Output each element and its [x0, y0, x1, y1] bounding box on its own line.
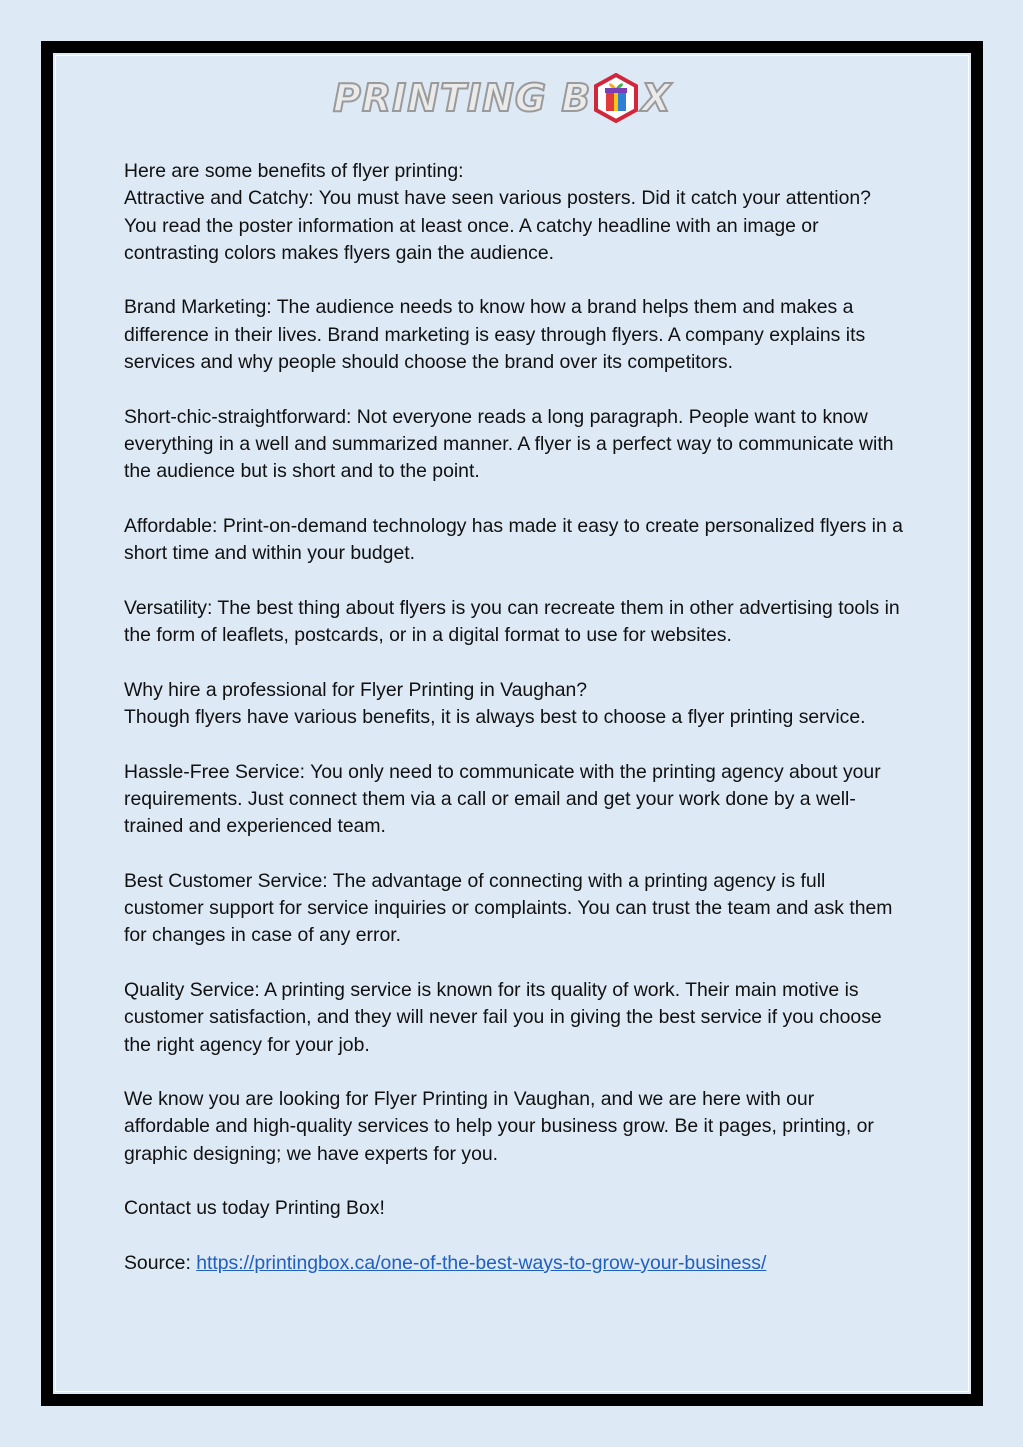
paragraph-attractive: Attractive and Catchy: You must have seen various posters. Did it catch your attention? You read the poster information at least once. A catchy headline with an image or contrasting colors makes flyers gain the audience.	[124, 187, 871, 264]
logo-text-left: PRINTING B	[333, 76, 592, 120]
paragraph-affordable: Affordable: Print-on-demand technology has made it easy to create personalized flyers in a short time and within your budget.	[124, 514, 903, 565]
source-link[interactable]: https://printingbox.ca/one-of-the-best-ways-to-grow-your-business/	[196, 1251, 767, 1274]
paragraph-though-flyers: Though flyers have various benefits, it is always best to choose a flyer printing service.	[124, 705, 866, 728]
paragraph-brand-marketing: Brand Marketing: The audience needs to know how a brand helps them and makes a difference in their lives. Brand marketing is easy through flyers. A company explains its services and why people should choose the brand over its competitors.	[124, 296, 866, 374]
paragraph-customer-service: Best Customer Service: The advantage of connecting with a printing agency is full customer support for service inquiries or complaints. You can trust the team and ask them for changes in case of any error.	[124, 869, 893, 947]
paragraph-versatility: Versatility: The best thing about flyers is you can recreate them in other advertising tools in the form of leaflets, postcards, or in a digital format to use for websites.	[124, 596, 900, 647]
source-line	[124, 1250, 904, 1277]
paragraph-we-know: We know you are looking for Flyer Printing in Vaughan, and we are here with our affordable and high-quality services to help your business grow. Be it pages, printing, or graphic designing; we have experts for you.	[124, 1088, 874, 1165]
paragraph-short-chic: Short-chic-straightforward: Not everyone reads a long paragraph. People want to know everything in a well and summarized manner. A flyer is a perfect way to communicate with the audience but is short and to the point.	[124, 405, 894, 483]
printing-box-logo	[333, 70, 693, 126]
paragraph-contact: Contact us today Printing Box!	[124, 1197, 385, 1220]
paragraph-quality-service: Quality Service: A printing service is known for its quality of work. Their main motive is customer satisfaction, and they will never fail you in giving the best service if you choose the right agency for your job.	[124, 978, 882, 1056]
gift-box-icon	[593, 73, 639, 123]
logo-text-right: X	[641, 76, 672, 120]
source-label: Source:	[124, 1251, 197, 1274]
why-hire-heading: Why hire a professional for Flyer Printing in Vaughan?	[124, 678, 588, 701]
article-body	[124, 158, 904, 1304]
intro-line: Here are some benefits of flyer printing:	[124, 160, 464, 182]
paragraph-hassle-free: Hassle-Free Service: You only need to communicate with the printing agency about your requirements. Just connect them via a call or email and get your work done by a well-trained and experienced team.	[124, 760, 881, 838]
